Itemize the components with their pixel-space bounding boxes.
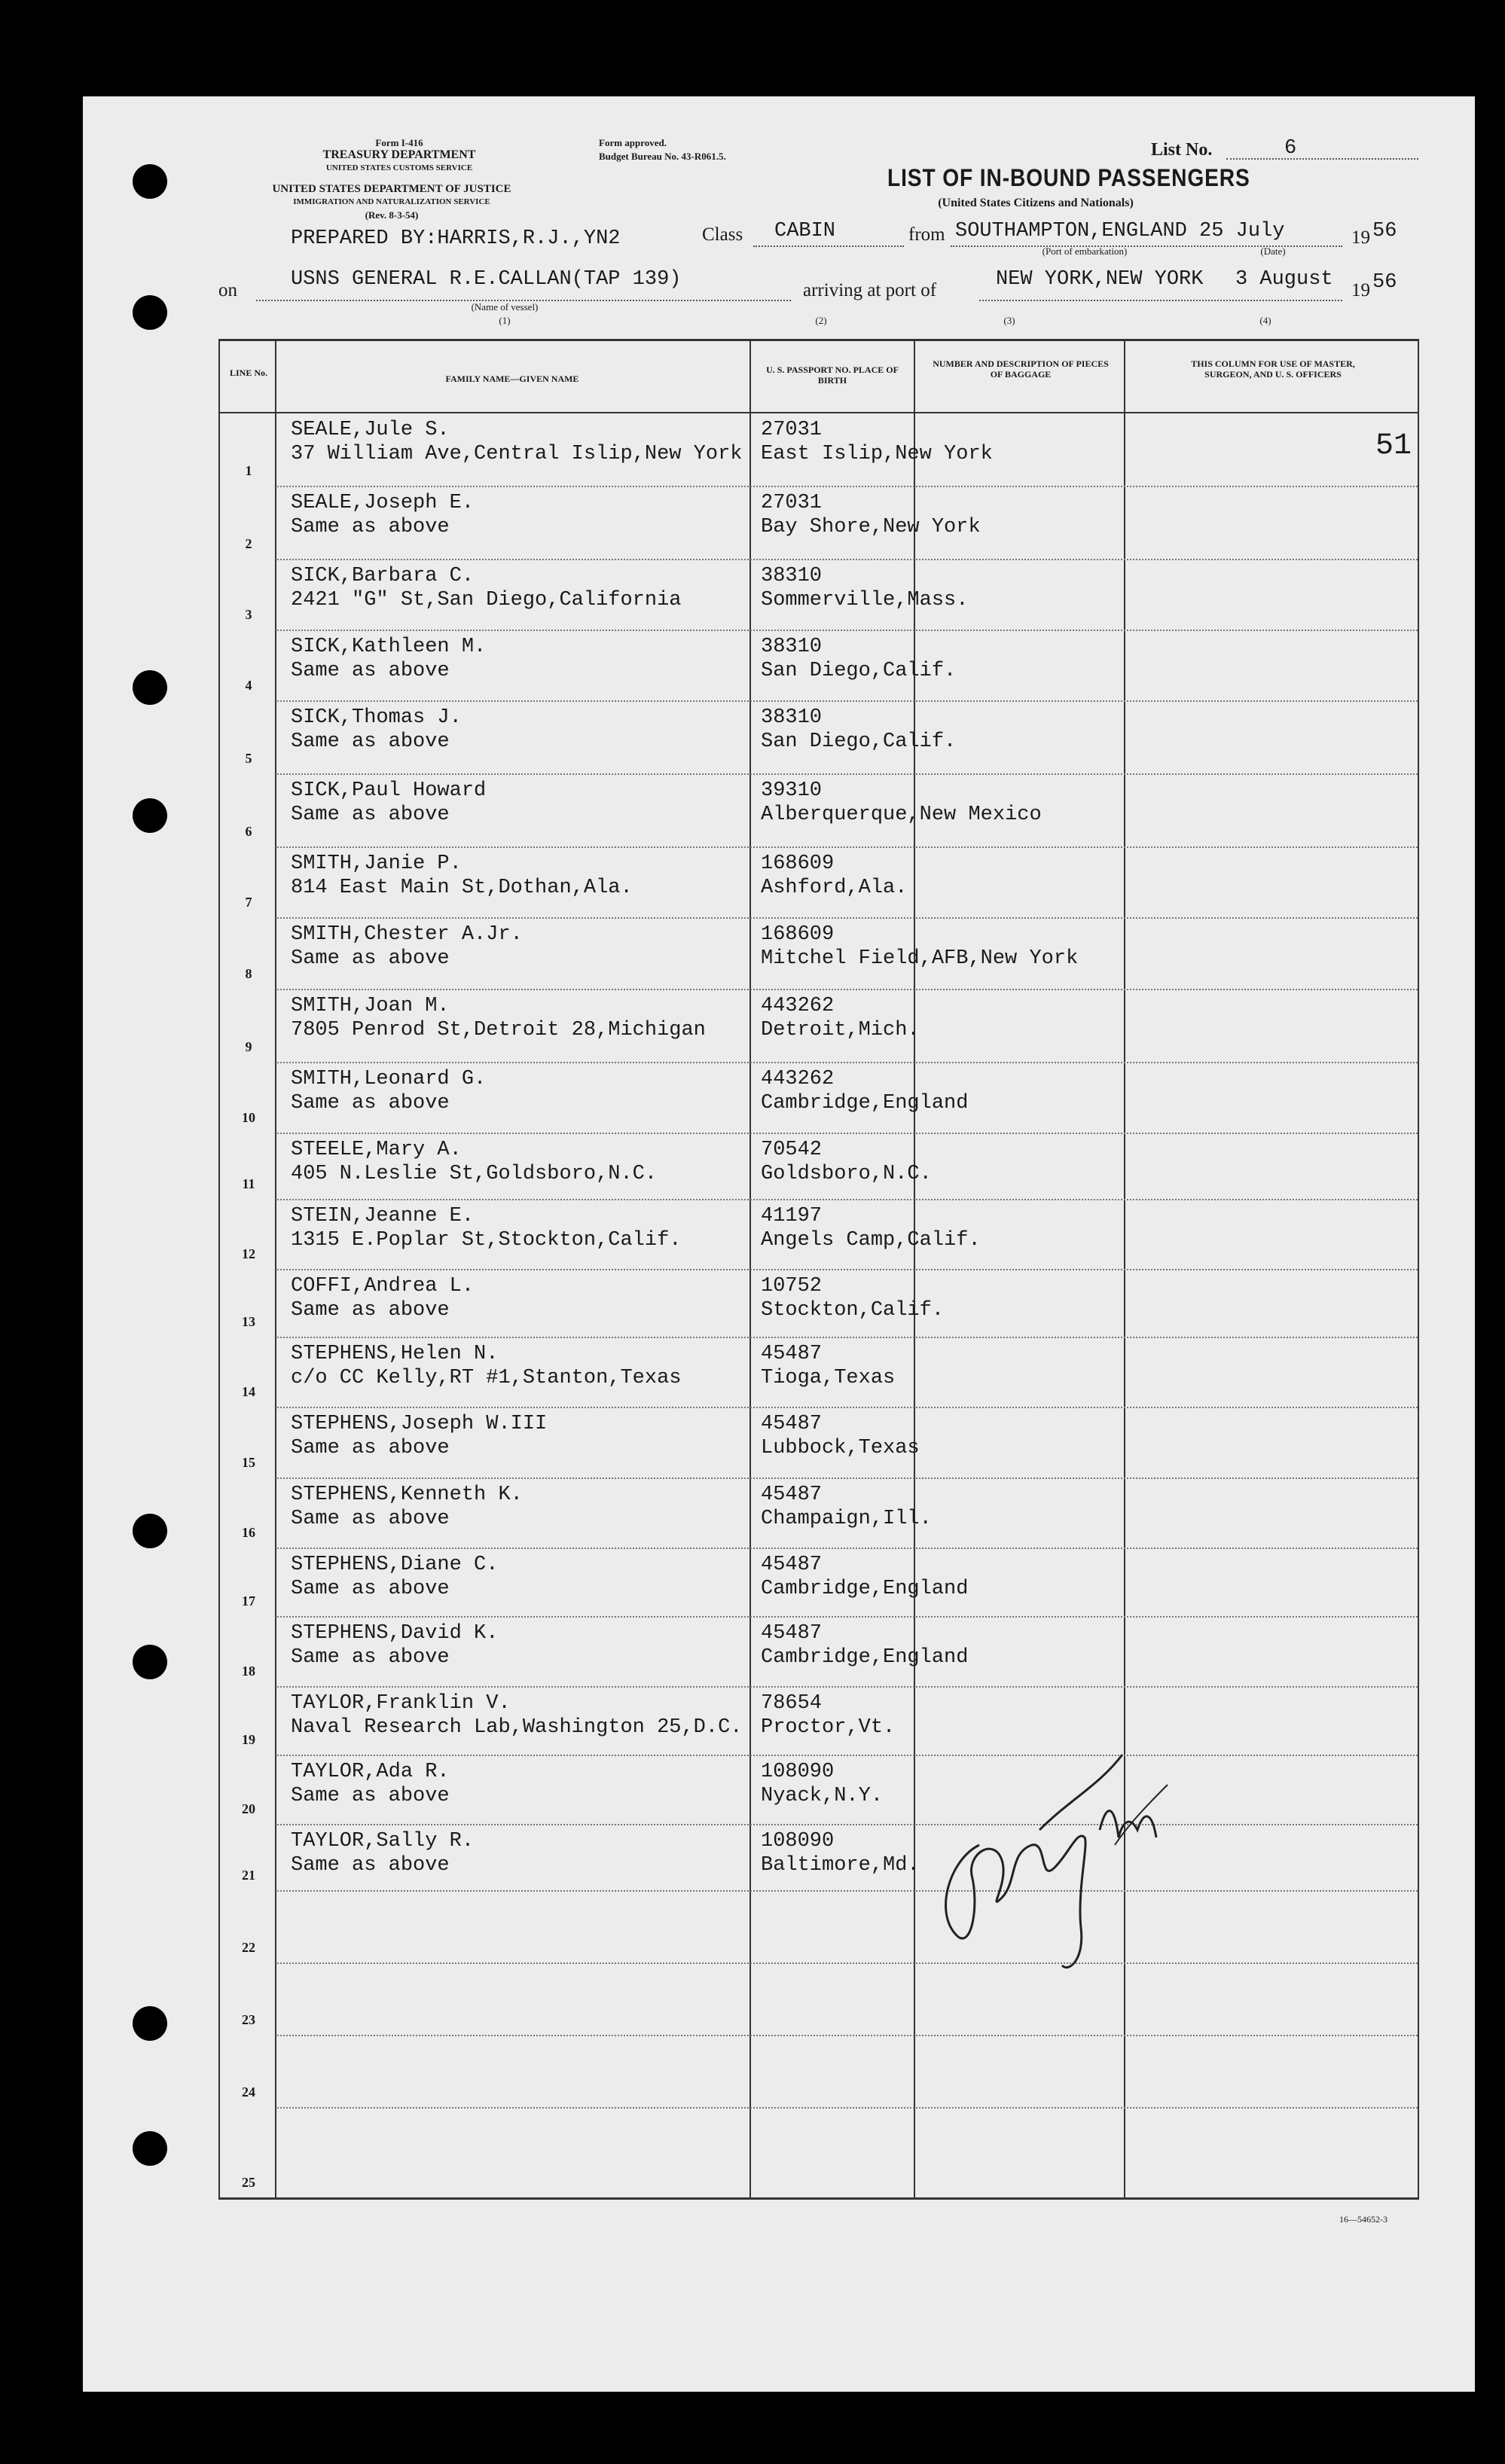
arriving-label: arriving at port of bbox=[803, 280, 937, 300]
footer-code: 16—54652-3 bbox=[1339, 2214, 1387, 2225]
passenger-name: STEPHENS,Kenneth K. bbox=[291, 1484, 523, 1506]
row-divider bbox=[277, 1616, 1418, 1618]
prepared-by: PREPARED BY:HARRIS,R.J.,YN2 bbox=[291, 227, 621, 250]
margin-note: 51 bbox=[1375, 429, 1412, 463]
passenger-name: STEIN,Jeanne E. bbox=[291, 1205, 475, 1227]
table-bottom-border bbox=[218, 2197, 1419, 2200]
passenger-name: SMITH,Leonard G. bbox=[291, 1068, 487, 1090]
passenger-name: SMITH,Chester A.Jr. bbox=[291, 923, 523, 946]
line-number: 25 bbox=[242, 2175, 255, 2190]
place-of-birth: Sommerville,Mass. bbox=[761, 589, 969, 611]
passenger-address: Same as above bbox=[291, 1508, 450, 1530]
header-line-no: LINE No. bbox=[229, 367, 267, 378]
class-value: CABIN bbox=[774, 220, 836, 242]
binder-hole bbox=[133, 1645, 167, 1679]
list-no-value: 6 bbox=[1284, 137, 1297, 160]
passenger-address: Same as above bbox=[291, 1578, 450, 1600]
row-divider bbox=[277, 846, 1418, 848]
row-divider bbox=[277, 1133, 1418, 1134]
line-number: 15 bbox=[242, 1455, 255, 1470]
arrival-year-prefix: 19 bbox=[1351, 280, 1370, 300]
row-divider bbox=[277, 630, 1418, 631]
passenger-address: Same as above bbox=[291, 804, 450, 826]
date-label: (Date) bbox=[1260, 245, 1286, 257]
line-number: 24 bbox=[242, 2084, 255, 2100]
passport-number: 108090 bbox=[761, 1761, 835, 1783]
vessel-name: USNS GENERAL R.E.CALLAN(TAP 139) bbox=[291, 268, 682, 291]
place-of-birth: Champaign,Ill. bbox=[761, 1508, 932, 1530]
passport-number: 27031 bbox=[761, 419, 823, 441]
form-id: Form I-416 bbox=[375, 137, 423, 148]
binder-hole bbox=[133, 670, 167, 705]
arrival-year: 56 bbox=[1372, 271, 1397, 294]
line-number: 1 bbox=[245, 463, 252, 478]
passenger-name: SEALE,Joseph E. bbox=[291, 492, 475, 514]
line-number: 3 bbox=[245, 607, 252, 622]
row-divider bbox=[277, 2107, 1418, 2109]
arrival-port: NEW YORK,NEW YORK bbox=[996, 268, 1204, 291]
passenger-name: SICK,Kathleen M. bbox=[291, 636, 487, 658]
row-divider bbox=[277, 917, 1418, 919]
row-divider bbox=[277, 1199, 1418, 1200]
passport-number: 45487 bbox=[761, 1622, 823, 1645]
row-divider bbox=[277, 700, 1418, 702]
row-divider bbox=[277, 559, 1418, 560]
officer-signature bbox=[927, 1740, 1183, 1981]
passport-number: 41197 bbox=[761, 1205, 823, 1227]
passenger-name: COFFI,Andrea L. bbox=[291, 1275, 475, 1298]
passenger-address: Same as above bbox=[291, 1299, 450, 1322]
passport-number: 39310 bbox=[761, 779, 823, 802]
line-number: 7 bbox=[245, 895, 252, 910]
customs-service: UNITED STATES CUSTOMS SERVICE bbox=[325, 163, 473, 172]
arrival-line bbox=[979, 300, 1342, 301]
class-line bbox=[753, 245, 904, 247]
line-number: 8 bbox=[245, 966, 252, 981]
passenger-address: Same as above bbox=[291, 1092, 450, 1115]
place-of-birth: Ashford,Ala. bbox=[761, 877, 908, 899]
place-of-birth: Mitchel Field,AFB,New York bbox=[761, 947, 1079, 970]
place-of-birth: Cambridge,England bbox=[761, 1092, 969, 1115]
binder-hole bbox=[133, 164, 167, 199]
passenger-address: Same as above bbox=[291, 1437, 450, 1459]
from-year: 56 bbox=[1372, 220, 1397, 242]
passport-number: 38310 bbox=[761, 636, 823, 658]
port-embark-label: (Port of embarkation) bbox=[1042, 245, 1128, 257]
list-no-label: List No. bbox=[1151, 140, 1213, 160]
line-number: 2 bbox=[245, 536, 252, 551]
from-year-prefix: 19 bbox=[1351, 227, 1370, 248]
passport-number: 45487 bbox=[761, 1554, 823, 1576]
col2-num: (2) bbox=[815, 315, 827, 326]
revision: (Rev. 8-3-54) bbox=[365, 209, 419, 221]
class-label: Class bbox=[702, 224, 743, 245]
table-top-border bbox=[218, 339, 1419, 341]
place-of-birth: Bay Shore,New York bbox=[761, 516, 981, 538]
passport-number: 70542 bbox=[761, 1139, 823, 1161]
table-left-border bbox=[218, 339, 220, 2199]
row-divider bbox=[277, 1686, 1418, 1688]
line-number: 11 bbox=[242, 1176, 255, 1191]
line-number: 23 bbox=[242, 2012, 255, 2027]
table-header-border bbox=[218, 412, 1419, 413]
passenger-address: 7805 Penrod St,Detroit 28,Michigan bbox=[291, 1019, 706, 1041]
arrival-date: 3 August bbox=[1235, 268, 1333, 291]
passport-number: 27031 bbox=[761, 492, 823, 514]
row-divider bbox=[277, 1062, 1418, 1063]
passport-number: 38310 bbox=[761, 565, 823, 587]
row-divider bbox=[277, 1548, 1418, 1549]
binder-hole bbox=[133, 2131, 167, 2166]
passenger-address: Naval Research Lab,Washington 25,D.C. bbox=[291, 1716, 743, 1739]
col3-num: (3) bbox=[1003, 315, 1015, 326]
from-value: SOUTHAMPTON,ENGLAND 25 July bbox=[955, 220, 1285, 242]
budget-bureau: Budget Bureau No. 43-R061.5. bbox=[599, 151, 726, 162]
passenger-address: 405 N.Leslie St,Goldsboro,N.C. bbox=[291, 1163, 658, 1185]
passenger-address: Same as above bbox=[291, 660, 450, 682]
passport-number: 45487 bbox=[761, 1484, 823, 1506]
place-of-birth: Goldsboro,N.C. bbox=[761, 1163, 932, 1185]
table-right-border bbox=[1418, 339, 1419, 2199]
row-divider bbox=[277, 1269, 1418, 1270]
passenger-name: TAYLOR,Ada R. bbox=[291, 1761, 450, 1783]
ins-label: IMMIGRATION AND NATURALIZATION SERVICE bbox=[293, 197, 490, 206]
passenger-address: 37 William Ave,Central Islip,New York bbox=[291, 443, 743, 465]
passenger-address: Same as above bbox=[291, 516, 450, 538]
binder-hole bbox=[133, 295, 167, 330]
row-divider bbox=[277, 773, 1418, 775]
passport-number: 45487 bbox=[761, 1413, 823, 1435]
passport-number: 10752 bbox=[761, 1275, 823, 1298]
row-divider bbox=[277, 989, 1418, 990]
line-number: 18 bbox=[242, 1664, 255, 1679]
line-number: 9 bbox=[245, 1039, 252, 1054]
on-label: on bbox=[218, 280, 237, 300]
passenger-name: STEELE,Mary A. bbox=[291, 1139, 462, 1161]
passenger-name: STEPHENS,David K. bbox=[291, 1622, 499, 1645]
place-of-birth: East Islip,New York bbox=[761, 443, 993, 465]
passenger-address: Same as above bbox=[291, 1854, 450, 1877]
line-number: 16 bbox=[242, 1525, 255, 1540]
col4-num: (4) bbox=[1259, 315, 1271, 326]
passenger-name: SICK,Paul Howard bbox=[291, 779, 487, 802]
row-divider bbox=[277, 1962, 1418, 1964]
place-of-birth: Nyack,N.Y. bbox=[761, 1785, 884, 1807]
binder-hole bbox=[133, 798, 167, 833]
line-number: 21 bbox=[242, 1868, 255, 1883]
place-of-birth: Lubbock,Texas bbox=[761, 1437, 920, 1459]
line-number: 17 bbox=[242, 1593, 255, 1609]
line-number: 4 bbox=[245, 678, 252, 693]
passenger-address: c/o CC Kelly,RT #1,Stanton,Texas bbox=[291, 1367, 682, 1389]
row-divider bbox=[277, 1337, 1418, 1338]
passport-number: 443262 bbox=[761, 1068, 835, 1090]
line-number: 5 bbox=[245, 751, 252, 766]
line-number: 10 bbox=[242, 1110, 255, 1125]
line-number: 22 bbox=[242, 1940, 255, 1955]
passport-number: 168609 bbox=[761, 852, 835, 875]
place-of-birth: Proctor,Vt. bbox=[761, 1716, 896, 1739]
passenger-name: TAYLOR,Sally R. bbox=[291, 1830, 475, 1853]
passenger-name: SICK,Barbara C. bbox=[291, 565, 475, 587]
passenger-name: STEPHENS,Diane C. bbox=[291, 1554, 499, 1576]
passenger-address: 814 East Main St,Dothan,Ala. bbox=[291, 877, 633, 899]
place-of-birth: Detroit,Mich. bbox=[761, 1019, 920, 1041]
form-approved: Form approved. bbox=[599, 137, 667, 148]
from-label: from bbox=[908, 224, 945, 245]
line-number: 12 bbox=[242, 1246, 255, 1261]
passenger-name: SICK,Thomas J. bbox=[291, 706, 462, 729]
passport-number: 443262 bbox=[761, 995, 835, 1017]
passenger-address: Same as above bbox=[291, 1785, 450, 1807]
place-of-birth: Cambridge,England bbox=[761, 1578, 969, 1600]
passenger-name: SEALE,Jule S. bbox=[291, 419, 450, 441]
form-title: LIST OF IN-BOUND PASSENGERS bbox=[887, 164, 1250, 191]
passport-number: 45487 bbox=[761, 1343, 823, 1365]
header-baggage: NUMBER AND DESCRIPTION OF PIECES OF BAGGAGE bbox=[933, 358, 1109, 380]
line-col-divider bbox=[275, 339, 276, 2199]
passenger-name: SMITH,Janie P. bbox=[291, 852, 462, 875]
line-number: 20 bbox=[242, 1801, 255, 1816]
place-of-birth: Stockton,Calif. bbox=[761, 1299, 945, 1322]
row-divider bbox=[277, 2035, 1418, 2036]
place-of-birth: Baltimore,Md. bbox=[761, 1854, 920, 1877]
passenger-address: Same as above bbox=[291, 730, 450, 753]
line-number: 6 bbox=[245, 824, 252, 839]
row-divider bbox=[277, 486, 1418, 487]
treasury-dept: TREASURY DEPARTMENT bbox=[322, 148, 476, 161]
vessel-label: (Name of vessel) bbox=[471, 301, 539, 313]
place-of-birth: Angels Camp,Calif. bbox=[761, 1229, 981, 1252]
place-of-birth: San Diego,Calif. bbox=[761, 730, 957, 753]
passenger-name: TAYLOR,Franklin V. bbox=[291, 1692, 511, 1715]
binder-hole bbox=[133, 1514, 167, 1548]
header-passport: U. S. PASSPORT NO. PLACE OF BIRTH bbox=[766, 364, 899, 386]
passenger-address: 2421 "G" St,San Diego,California bbox=[291, 589, 682, 611]
passenger-address: Same as above bbox=[291, 1646, 450, 1669]
place-of-birth: Alberquerque,New Mexico bbox=[761, 804, 1042, 826]
justice-dept: UNITED STATES DEPARTMENT OF JUSTICE bbox=[272, 183, 511, 195]
passenger-name: SMITH,Joan M. bbox=[291, 995, 450, 1017]
passenger-name: STEPHENS,Helen N. bbox=[291, 1343, 499, 1365]
header-officers: THIS COLUMN FOR USE OF MASTER, SURGEON, AND U. S. OFFICERS bbox=[1191, 358, 1355, 380]
passport-number: 78654 bbox=[761, 1692, 823, 1715]
passport-number: 108090 bbox=[761, 1830, 835, 1853]
passport-number: 38310 bbox=[761, 706, 823, 729]
passport-number: 168609 bbox=[761, 923, 835, 946]
place-of-birth: Cambridge,England bbox=[761, 1646, 969, 1669]
row-divider bbox=[277, 1890, 1418, 1892]
place-of-birth: San Diego,Calif. bbox=[761, 660, 957, 682]
row-divider bbox=[277, 1477, 1418, 1479]
passenger-name: STEPHENS,Joseph W.III bbox=[291, 1413, 548, 1435]
list-no-line bbox=[1226, 158, 1418, 160]
place-of-birth: Tioga,Texas bbox=[761, 1367, 896, 1389]
binder-hole bbox=[133, 2006, 167, 2041]
line-number: 19 bbox=[242, 1732, 255, 1747]
passenger-address: 1315 E.Poplar St,Stockton,Calif. bbox=[291, 1229, 682, 1252]
passenger-address: Same as above bbox=[291, 947, 450, 970]
header-name: FAMILY NAME—GIVEN NAME bbox=[445, 374, 579, 384]
line-number: 14 bbox=[242, 1384, 255, 1399]
row-divider bbox=[277, 1407, 1418, 1408]
vessel-col-num: (1) bbox=[499, 315, 511, 326]
line-number: 13 bbox=[242, 1314, 255, 1329]
row-divider bbox=[277, 1824, 1418, 1825]
form-subtitle: (United States Citizens and Nationals) bbox=[938, 197, 1134, 209]
row-divider bbox=[277, 1755, 1418, 1756]
